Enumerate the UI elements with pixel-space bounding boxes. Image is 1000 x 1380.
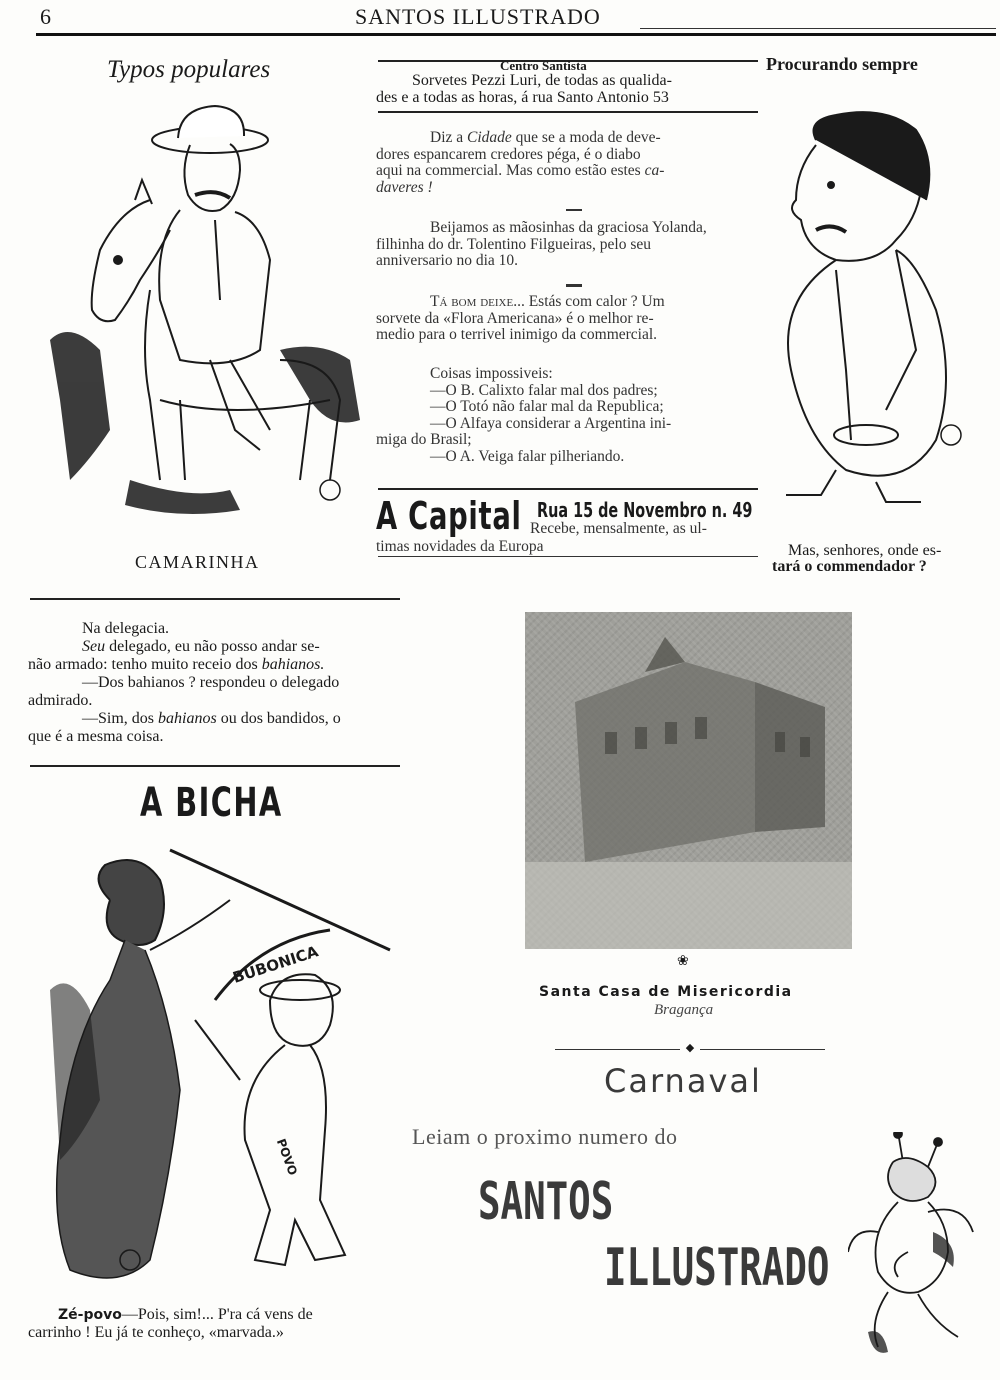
delegacia-em-seu: Seu [82,638,106,655]
bicha-illustration [30,840,410,1300]
cidade-text-a: Diz a [430,129,468,146]
bicha-heading-text: A BICHA [140,780,283,826]
cidade-text-b: que se a moda de deve- [511,129,661,146]
cidade-em: Cidade [467,129,512,146]
centro-line-1: Sorvetes Pezzi Luri, de todas as qualida- [412,72,672,89]
coisas-paragraph [376,366,756,465]
carnaval-heading: Carnaval [604,1062,762,1100]
photo-place: Bragança [654,1002,714,1018]
delegacia-paragraph [28,620,402,746]
page-number: 6 [40,4,51,29]
tabom-line-1: Estás com calor ? Um [524,293,665,310]
capital-rule-bottom [378,556,758,557]
coisas-item: —O B. Calixto falar mal dos padres; [430,381,658,399]
delegacia-line-6a: —Sim, dos [82,710,159,727]
yolanda-paragraph [376,220,756,270]
carnaval-line: Leiam o proximo numero do [412,1124,678,1149]
bicha-caption-2: carrinho ! Eu já te conheço, «marvada.» [28,1324,284,1341]
yolanda-line-1: Beijamos as mãosinhas da graciosa Yolanda, [430,219,707,236]
divider-dash-2 [566,284,582,287]
masthead-title: SANTOS ILLUSTRADO [355,4,601,29]
bicha-caption-line-1: —Pois, sim!... P'ra cá vens de [121,1306,313,1323]
typos-heading: Typos populares [107,56,271,83]
coisas-item: —O Totó não falar mal da Republica; [430,398,664,415]
delegacia-line-5: admirado. [28,692,93,709]
procurando-caption-1: Mas, senhores, onde es- [788,542,942,559]
capital-name-text: A Capital [376,494,522,538]
tabom-paragraph [376,294,756,344]
procurando-caption-2: tará o commendador ? [772,558,927,575]
delegacia-line-2: delegado, eu não posso andar se- [105,638,320,655]
capital-line-1: Recebe, mensalmente, as ul- [530,520,707,537]
cidade-line-4: daveres ! [376,178,433,196]
bicha-caption [58,1306,418,1324]
delegacia-line-7: que é a mesma coisa. [28,728,164,745]
figure-label: POVO [273,1136,300,1178]
yolanda-line-2: filhinha do dr. Tolentino Filgueiras, pelo seu [376,235,652,253]
coisas-item: —O Alfaya considerar a Argentina ini- [430,414,672,432]
delegacia-line-1: Na delegacia. [82,620,170,637]
cidade-em-2: ca- [644,162,665,179]
header-rule-upper [640,28,996,29]
tabom-line-3: medio para o terrivel inimigo da commercial. [376,326,658,343]
coisas-heading: Coisas impossiveis: [430,365,553,382]
centro-rule-bottom [378,111,758,113]
centro-title: Centro Santista [500,58,587,73]
commendador-illustration [776,110,976,510]
horseman-illustration [30,100,370,550]
coisas-item: miga do Brasil; [376,431,472,448]
delegacia-line-6b: ou dos bandidos, o [216,710,341,727]
ornamental-divider: ◆ [555,1045,825,1055]
delegacia-rule-bottom [30,765,400,767]
delegacia-em-bahianos-2: bahianos [158,710,217,727]
scythe-label: BUBONICA [230,942,321,987]
procurando-heading: Procurando sempre [766,54,918,74]
jester-illustration [848,1132,978,1362]
cidade-paragraph [376,130,756,196]
tabom-smallcaps: Tá bom deixe... [430,293,525,310]
photo-ornament: ❀ [677,954,689,969]
carnaval-title-1 [478,1172,666,1232]
carnaval-title-2-text: ILLUSTRADO [604,1238,830,1298]
header-rule [36,33,996,36]
delegacia-rule-top [30,598,400,600]
capital-line-2: timas novidades da Europa [376,538,544,555]
building-photo-content [525,612,852,949]
capital-address-text: Rua 15 de Novembro n. 49 [537,498,753,522]
carnaval-title-1-text: SANTOS [478,1172,614,1232]
divider-dash-1 [566,209,582,211]
centro-line-2: des e a todas as horas, á rua Santo Antonio 53 [376,89,669,106]
camarinha-caption: CAMARINHA [135,552,260,572]
capital-rule-top [378,488,758,490]
delegacia-em-bahianos: bahianos. [261,656,325,673]
delegacia-line-4: —Dos bahianos ? respondeu o delegado [82,674,340,691]
cidade-line-2: dores espancarem credores péga, é o diabo [376,145,641,163]
tabom-line-2: sorvete da «Flora Americana» é o melhor re- [376,309,654,327]
bicha-speaker: Zé-povo [58,1307,122,1323]
delegacia-line-3: não armado: tenho muito receio dos [28,656,262,673]
coisas-item: —O A. Veiga falar pilheriando. [430,447,625,465]
cidade-line-3: aqui na commercial. Mas como estão estes [376,162,645,179]
yolanda-line-3: anniversario no dia 10. [376,252,519,269]
santa-casa-photo [525,612,852,949]
photo-caption: Santa Casa de Misericordia [539,984,793,1000]
bicha-heading [140,780,338,826]
